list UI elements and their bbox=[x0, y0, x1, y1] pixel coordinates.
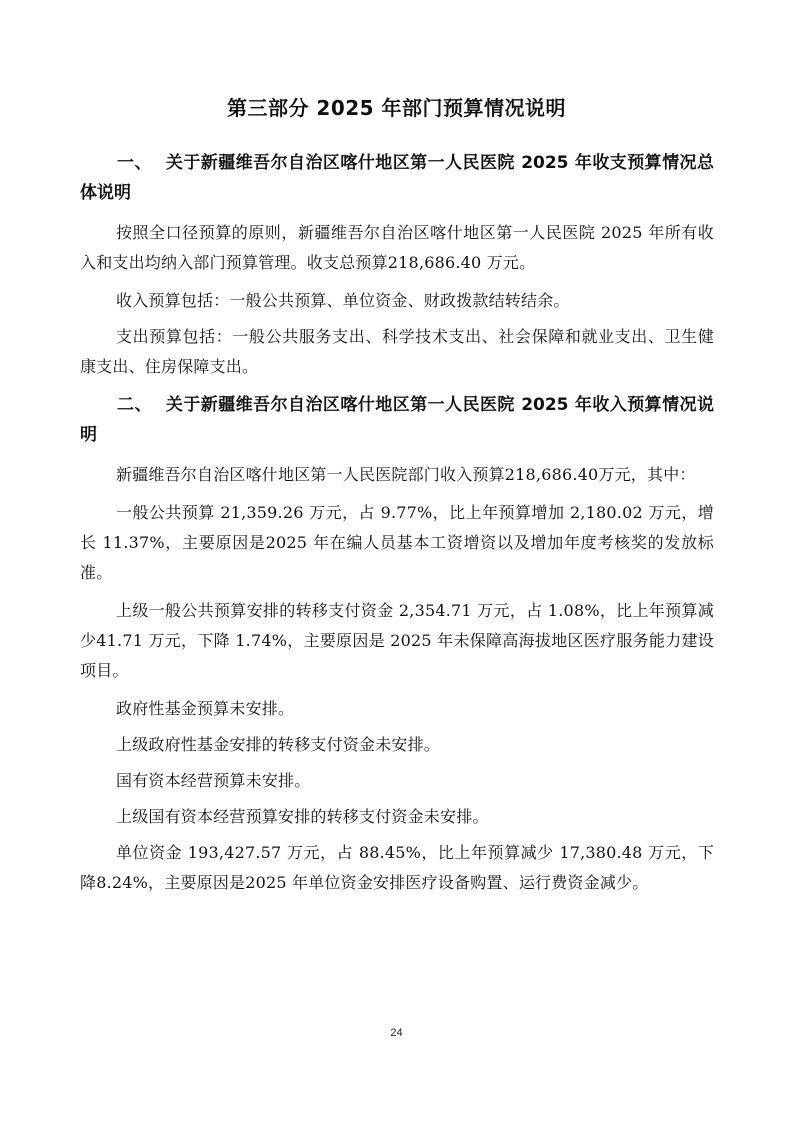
section-2-number: 二、 bbox=[117, 395, 152, 415]
document-body bbox=[80, 148, 714, 906]
section-2-paragraph: 新疆维吾尔自治区喀什地区第一人民医院部门收入预算218,686.40万元，其中： bbox=[116, 465, 696, 484]
section-1-number: 一、 bbox=[117, 153, 152, 173]
section-1-heading bbox=[80, 148, 714, 208]
section-2-heading-text: 关于新疆维吾尔自治区喀什地区第一人民医院 2025 年收入预算情况说明 bbox=[80, 395, 715, 445]
section-1-paragraph: 收入预算包括：一般公共预算、单位资金、财政拨款结转结余。 bbox=[116, 291, 570, 310]
section-2-paragraph: 政府性基金预算未安排。 bbox=[116, 699, 295, 718]
section-2-paragraph: 上级政府性基金安排的转移支付资金未安排。 bbox=[116, 735, 441, 754]
section-2-paragraph: 一般公共预算 21,359.26 万元，占 9.77%，比上年预算增加 2,180.02 万元，增长 11.37%，主要原因是2025 年在编人员基本工资增资以及增加年度考核奖的发放标准。 bbox=[80, 503, 714, 582]
section-2-paragraph: 上级一般公共预算安排的转移支付资金 2,354.71 万元，占 1.08%，比上年预算减少41.71 万元，下降 1.74%，主要原因是 2025 年未保障高海拔地区医疗服务能力建设项目。 bbox=[80, 601, 714, 680]
page-number: 24 bbox=[390, 1027, 403, 1039]
section-2-paragraph: 国有资本经营预算未安排。 bbox=[116, 771, 311, 790]
section-2-paragraph: 上级国有资本经营预算安排的转移支付资金未安排。 bbox=[116, 807, 489, 826]
section-1-heading-text: 关于新疆维吾尔自治区喀什地区第一人民医院 2025 年收支预算情况总体说明 bbox=[80, 153, 715, 203]
section-2-paragraph: 单位资金 193,427.57 万元，占 88.45%，比上年预算减少 17,380.48 万元，下降8.24%，主要原因是2025 年单位资金安排医疗设备购置、运行费资金减少。 bbox=[80, 843, 714, 892]
section-1-paragraph: 按照全口径预算的原则，新疆维吾尔自治区喀什地区第一人民医院 2025 年所有收入和支出均纳入部门预算管理。收支总预算218,686.40 万元。 bbox=[80, 223, 714, 272]
page-title: 第三部分 2025 年部门预算情况说明 bbox=[226, 96, 567, 120]
section-2-heading bbox=[80, 390, 714, 450]
section-1-paragraph: 支出预算包括：一般公共服务支出、科学技术支出、社会保障和就业支出、卫生健康支出、住房保障支出。 bbox=[80, 327, 714, 376]
